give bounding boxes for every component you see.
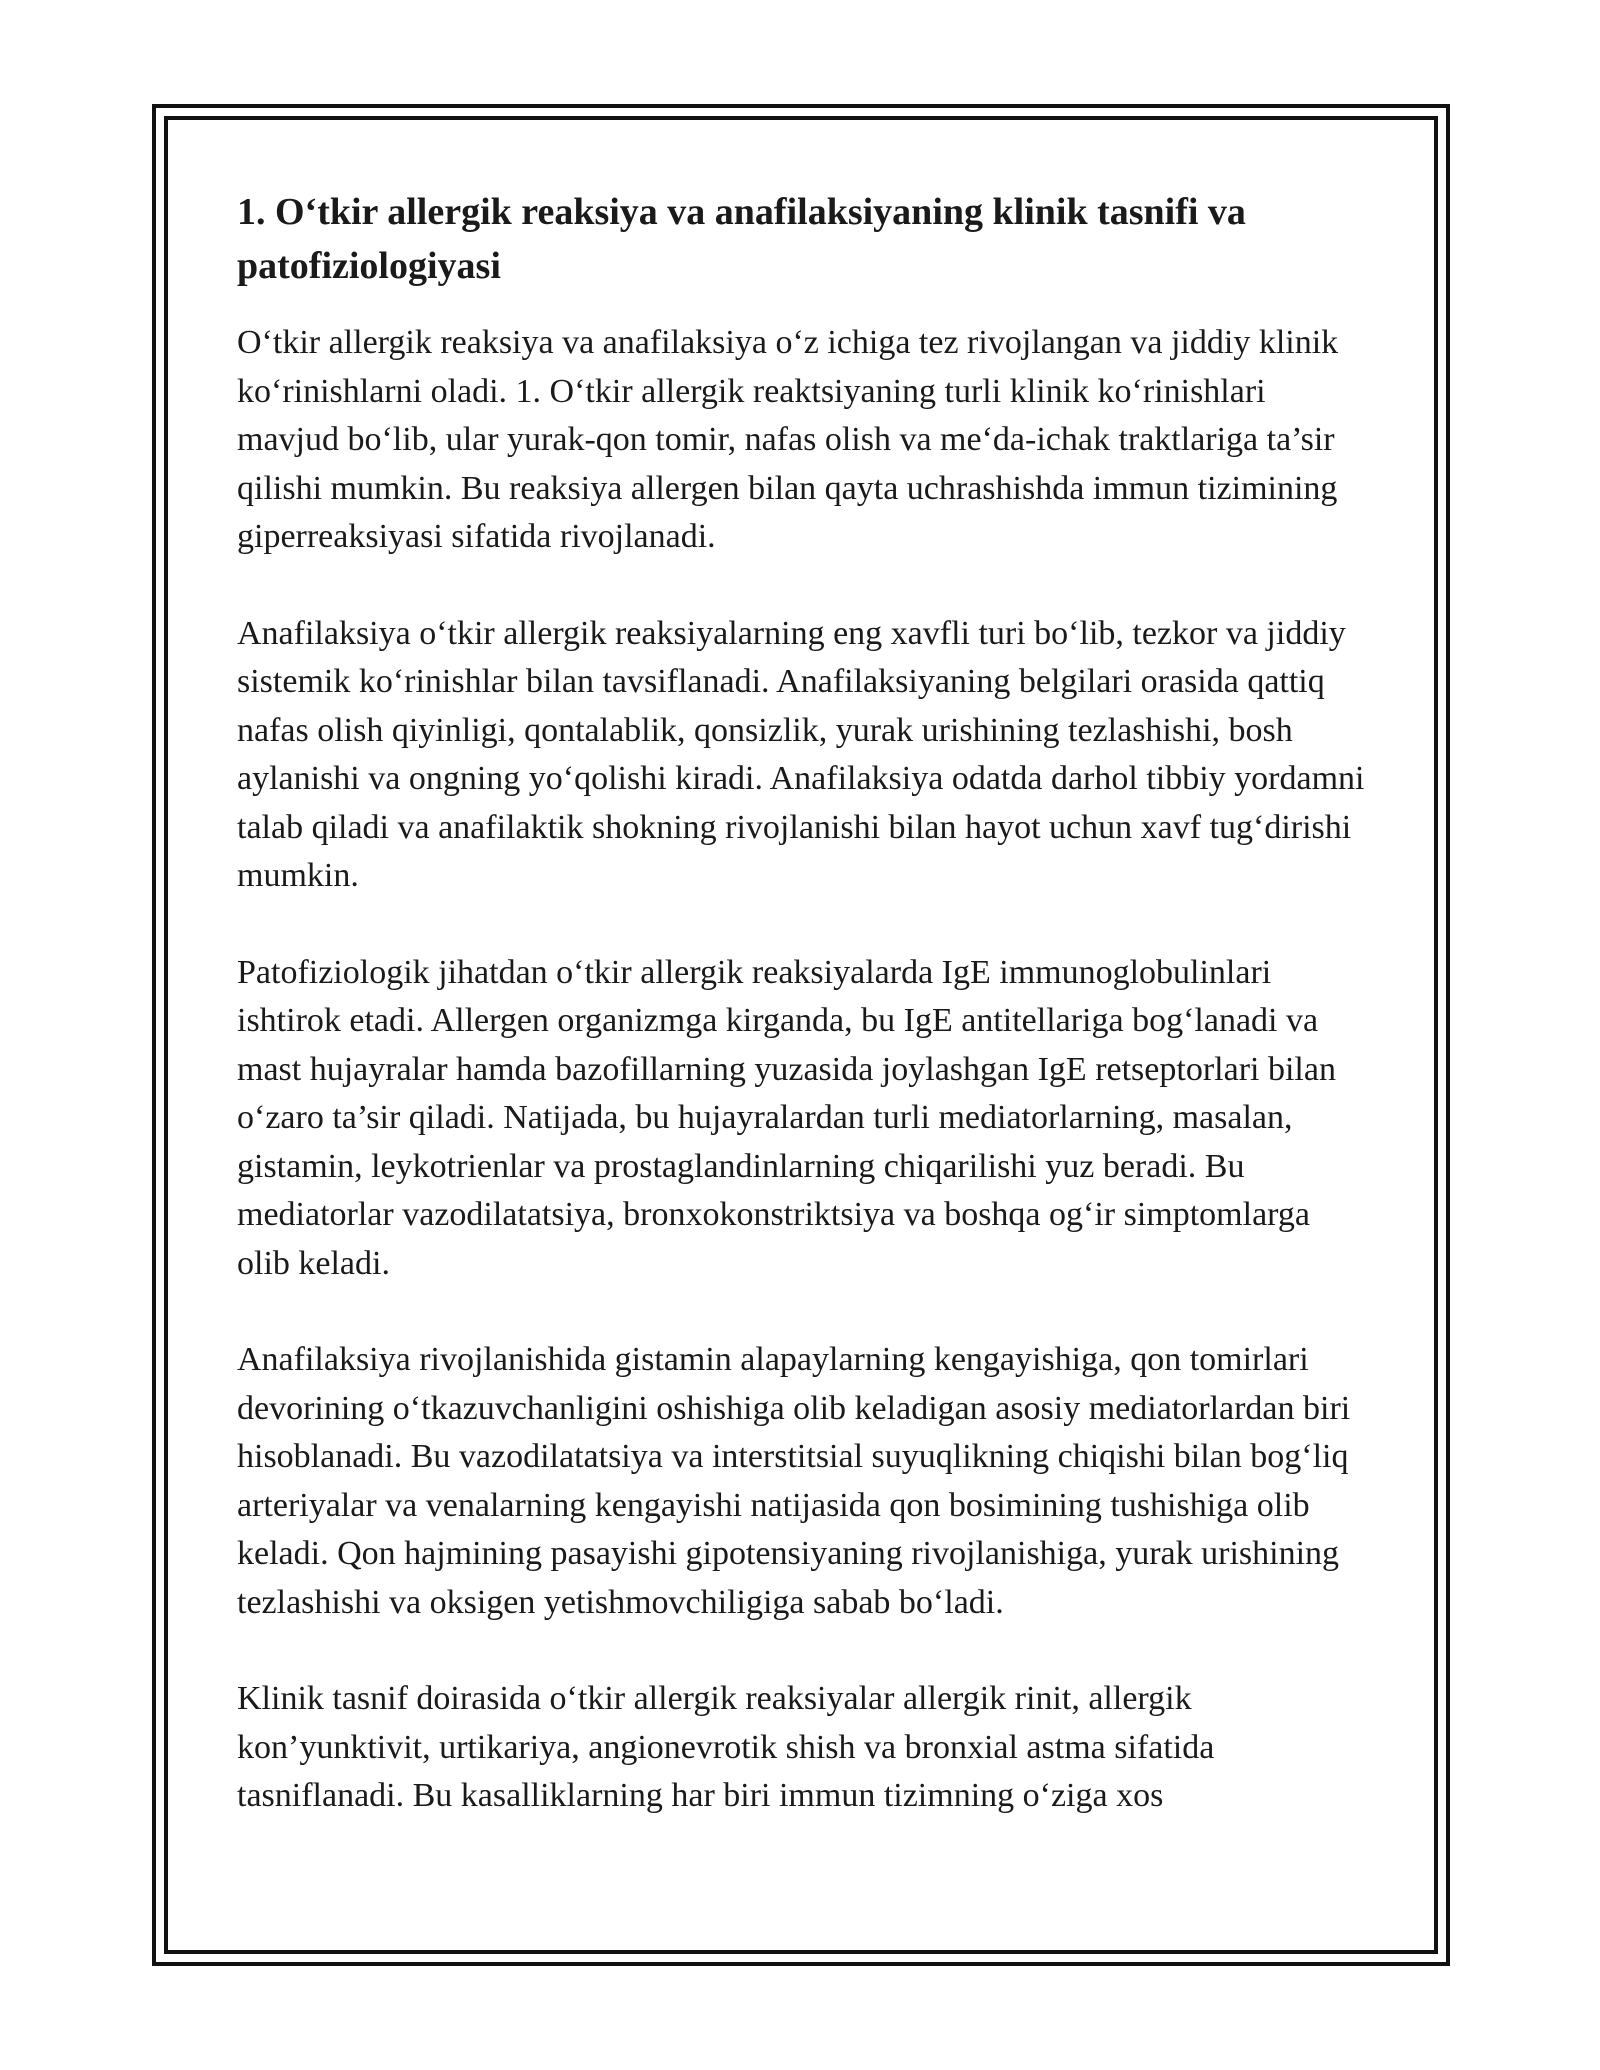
document-body xyxy=(237,185,1367,1869)
paragraph-1: O‘tkir allergik reaksiya va anafilaksiya o‘z ichiga tez rivojlangan va jiddiy klinik ko‘rinishlarni oladi. 1. O‘tkir allergik reaktsiyaning turli klinik ko‘rinishlari mavjud bo‘lib, ular yurak-qon tomir, nafas olish va me‘da-ichak traktlariga ta’sir qilishi mumkin. Bu reaksiya allergen bilan qayta uchrashishda immun tizimining giperreaksiyasi sifatida rivojlanadi. xyxy=(237,324,1339,555)
paragraph-4: Anafilaksiya rivojlanishida gistamin alapaylarning kengayishiga, qon tomirlari devorining o‘tkazuvchanligini oshishiga olib keladigan asosiy mediatorlardan biri hisoblanadi. Bu vazodilatatsiya va interstitsial suyuqlikning chiqishi bilan bog‘liq arteriyalar va venalarning kengayishi natijasida qon bosimining tushishiga olib keladi. Qon hajmining pasayishi gipotensiyaning rivojlanishiga, yurak urishining tezlashishi va oksigen yetishmovchiligiga sabab bo‘ladi. xyxy=(237,1341,1351,1621)
paragraph-2: Anafilaksiya o‘tkir allergik reaksiyalarning eng xavfli turi bo‘lib, tezkor va jiddiy sistemik ko‘rinishlar bilan tavsiflanadi. Anafilaksiyaning belgilari orasida qattiq nafas olish qiyinligi, qontalablik, qonsizlik, yurak urishining tezlashishi, bosh aylanishi va ongning yo‘qolishi kiradi. Anafilaksiya odatda darhol tibbiy yordamni talab qiladi va anafilaktik shokning rivojlanishi bilan hayot uchun xavf tug‘dirishi mumkin. xyxy=(237,614,1365,894)
section-heading: 1. O‘tkir allergik reaksiya va anafilaksiyaning klinik tasnifi va patofiziologiyasi xyxy=(237,191,1246,287)
paragraph-3: Patofiziologik jihatdan o‘tkir allergik reaksiyalarda IgE immunoglobulinlari ishtirok etadi. Allergen organizmga kirganda, bu IgE antitellariga bog‘lanadi va mast hujayralar hamda bazofillarning yuzasida joylashgan IgE retseptorlari bilan o‘zaro ta’sir qiladi. Natijada, bu hujayralardan turli mediatorlarning, masalan, gistamin, leykotrienlar va prostaglandinlarning chiqarilishi yuz beradi. Bu mediatorlar vazodilatatsiya, bronxokonstriktsiya va boshqa og‘ir simptomlarga olib keladi. xyxy=(237,953,1336,1282)
paragraph-5: Klinik tasnif doirasida o‘tkir allergik reaksiyalar allergik rinit, allergik kon’yunktivit, urtikariya, angionevrotik shish va bronxial astma sifatida tasniflanadi. Bu kasalliklarning har biri immun tizimning o‘ziga xos xyxy=(237,1680,1215,1814)
